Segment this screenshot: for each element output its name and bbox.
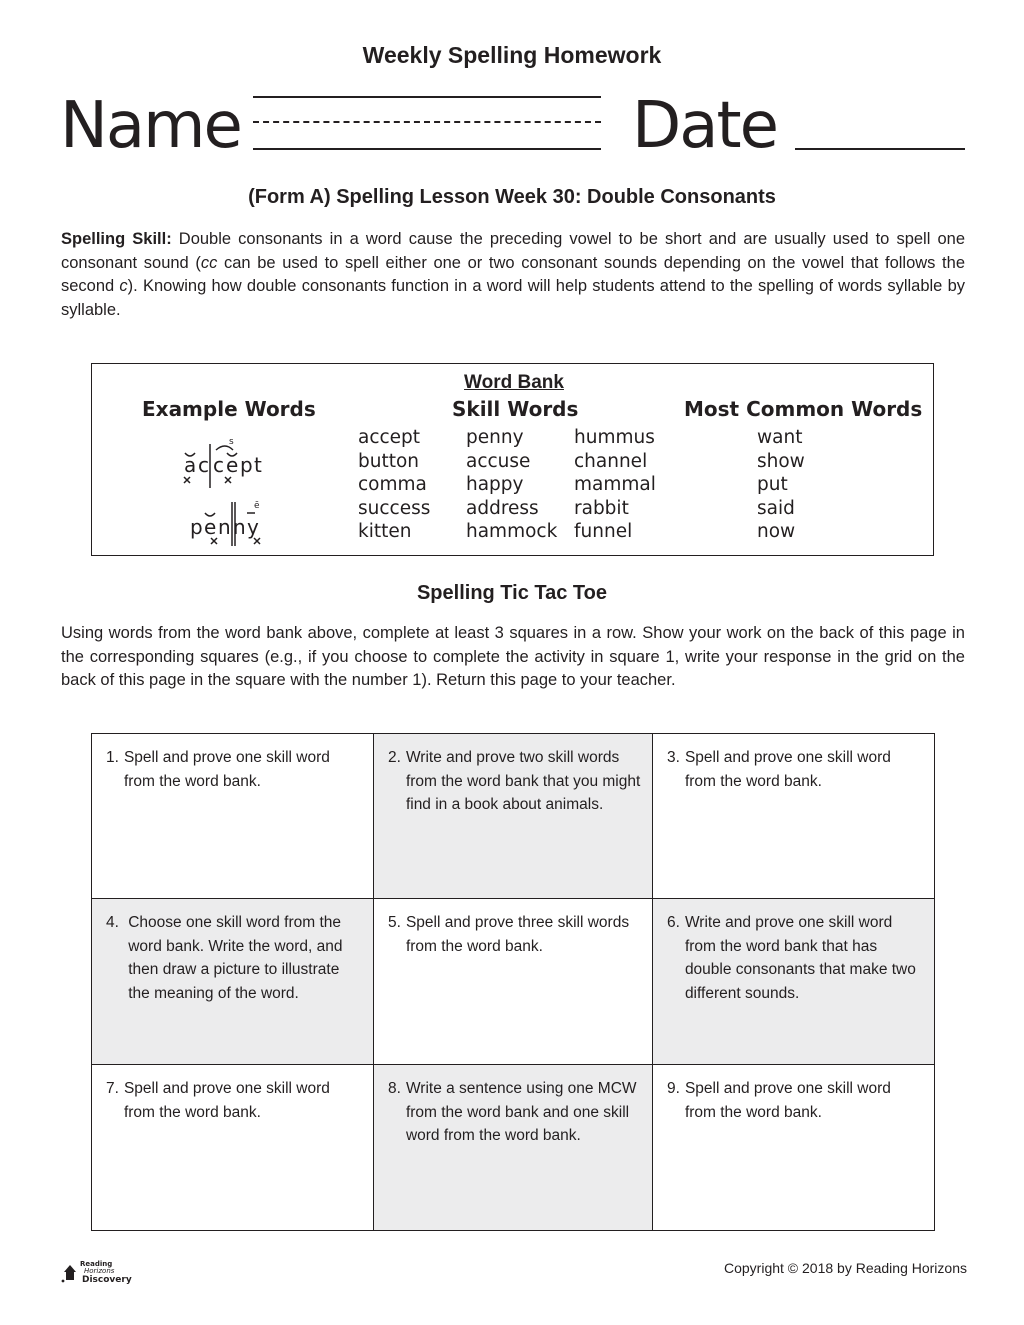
skill-word: address [466, 497, 539, 519]
skill-word: channel [574, 450, 648, 472]
skill-word: hammock [466, 521, 558, 542]
square-number: 7. [106, 1080, 119, 1097]
spelling-skill-paragraph [61, 228, 965, 322]
example-word-penny-n2: n [233, 515, 246, 539]
skill-word: rabbit [574, 497, 629, 519]
date-label: Date [632, 89, 777, 163]
square-prompt: Spell and prove one skill word from the word bank. [684, 1080, 891, 1121]
square-prompt: Spell and prove three skill words from the word bank. [405, 914, 630, 955]
square-prompt: Spell and prove one skill word from the word bank. [123, 749, 330, 790]
example-word-accept-p: p [240, 453, 253, 477]
word-bank-title: Word Bank [464, 372, 564, 393]
logo-discovery: Discovery [82, 1275, 132, 1285]
name-line-top [253, 96, 601, 98]
skill-word: happy [466, 474, 524, 495]
example-word-accept-t: t [254, 453, 262, 477]
square-number: 9. [667, 1080, 680, 1097]
square-7[interactable] [92, 1065, 374, 1230]
worksheet-title: Weekly Spelling Homework [362, 42, 662, 68]
skill-text-3: ). Knowing how double consonants function in a word will help students attend to the spelling of words syllable by syllable. [61, 277, 965, 319]
square-5[interactable] [374, 899, 653, 1065]
skill-word: success [358, 497, 431, 519]
square-3[interactable] [653, 734, 934, 899]
logo-reading: Reading [80, 1260, 113, 1268]
skill-word: funnel [574, 521, 633, 542]
example-word-accept-c2: c [213, 453, 224, 477]
long-e-label: ē [254, 501, 260, 511]
skill-word: comma [358, 474, 427, 495]
x-mark [184, 477, 190, 483]
common-word: put [757, 474, 788, 495]
square-9[interactable] [653, 1065, 934, 1230]
copyright-notice: Copyright © 2018 by Reading Horizons [723, 1260, 967, 1276]
date-line[interactable] [795, 148, 965, 150]
skill-words-heading: Skill Words [452, 397, 579, 421]
example-word-penny-n1: n [218, 515, 231, 539]
skill-word: accuse [466, 450, 531, 472]
square-prompt: Choose one skill word from the word bank. Write the word, and then draw a picture to illustrate the meaning of the word. [128, 914, 343, 1002]
skill-cc: cc [200, 253, 218, 272]
square-number: 6. [667, 914, 680, 931]
spelling-skill-label: Spelling Skill: [61, 230, 172, 248]
common-word: now [757, 521, 796, 542]
common-word: show [757, 450, 805, 472]
square-number: 4. [106, 914, 124, 931]
square-prompt: Write a sentence using one MCW from the word bank and one skill word from the word bank. [405, 1080, 637, 1144]
square-1[interactable] [92, 734, 374, 899]
house-icon [64, 1265, 76, 1280]
square-prompt: Spell and prove one skill word from the word bank. [684, 749, 891, 790]
square-number: 8. [388, 1080, 401, 1097]
name-date-row [60, 88, 966, 168]
name-line-bottom[interactable] [253, 148, 601, 150]
tic-tac-toe-instructions: Using words from the word bank above, complete at least 3 squares in a row. Show your work on the back of this page in the corresponding squares (e.g., if you choose to complete the activity in square 1, write your response in the grid on the back of this page in the square with the number 1). Return this page to your teacher. [61, 624, 965, 689]
example-words-marked [178, 436, 278, 548]
skill-c: c [119, 277, 128, 295]
example-word-penny-y: y [247, 515, 259, 539]
example-word-accept-c1: c [198, 453, 209, 477]
skill-word: mammal [574, 474, 656, 495]
most-common-words-column [757, 426, 805, 544]
square-prompt: Write and prove two skill words from the word bank that you might find in a book about animals. [405, 749, 641, 813]
example-word-accept-a: a [184, 453, 197, 477]
logo-dot [62, 1280, 65, 1283]
name-label: Name [60, 89, 241, 163]
skill-word: kitten [358, 521, 412, 542]
square-4[interactable] [92, 899, 374, 1065]
name-line-dashed [253, 121, 601, 123]
skill-words-column-2 [466, 426, 557, 544]
square-number: 1. [106, 749, 119, 766]
tic-tac-toe-grid [91, 733, 935, 1231]
square-prompt: Spell and prove one skill word from the word bank. [123, 1080, 330, 1121]
square-6[interactable] [653, 899, 934, 1065]
skill-word: button [358, 450, 420, 472]
skill-word: accept [358, 427, 421, 448]
skill-word: hummus [574, 427, 655, 448]
x-mark [225, 477, 231, 483]
tic-tac-toe-title: Spelling Tic Tac Toe [416, 582, 608, 604]
lesson-title: (Form A) Spelling Lesson Week 30: Double Consonants [248, 186, 776, 208]
word-bank-box [91, 363, 934, 556]
most-common-words-heading: Most Common Words [684, 397, 923, 421]
logo-horizons: Horizons [84, 1267, 115, 1275]
common-word: want [757, 427, 803, 448]
square-prompt: Write and prove one skill word from the word bank that has double consonants that make two different sounds. [684, 914, 916, 1002]
example-word-penny-e: e [204, 515, 217, 539]
example-words-heading: Example Words [142, 397, 316, 421]
square-2[interactable] [374, 734, 653, 899]
common-word: said [757, 497, 795, 519]
skill-text-2: can be used to spell either one or two consonant sounds depending on the vowel that follows the second [61, 253, 965, 295]
reading-horizons-discovery-logo [60, 1258, 132, 1286]
skill-word: penny [466, 427, 524, 448]
skill-words-column-1 [358, 426, 430, 544]
square-number: 2. [388, 749, 401, 766]
square-number: 5. [388, 914, 401, 931]
skill-text-1: Double consonants in a word cause the preceding vowel to be short and are usually used to spell one consonant sound ( [61, 230, 965, 272]
square-8[interactable] [374, 1065, 653, 1230]
soft-c-label: s [229, 437, 234, 447]
example-word-accept-e: e [226, 453, 239, 477]
skill-words-column-3 [574, 426, 656, 544]
square-number: 3. [667, 749, 680, 766]
example-word-penny-p: p [190, 515, 203, 539]
